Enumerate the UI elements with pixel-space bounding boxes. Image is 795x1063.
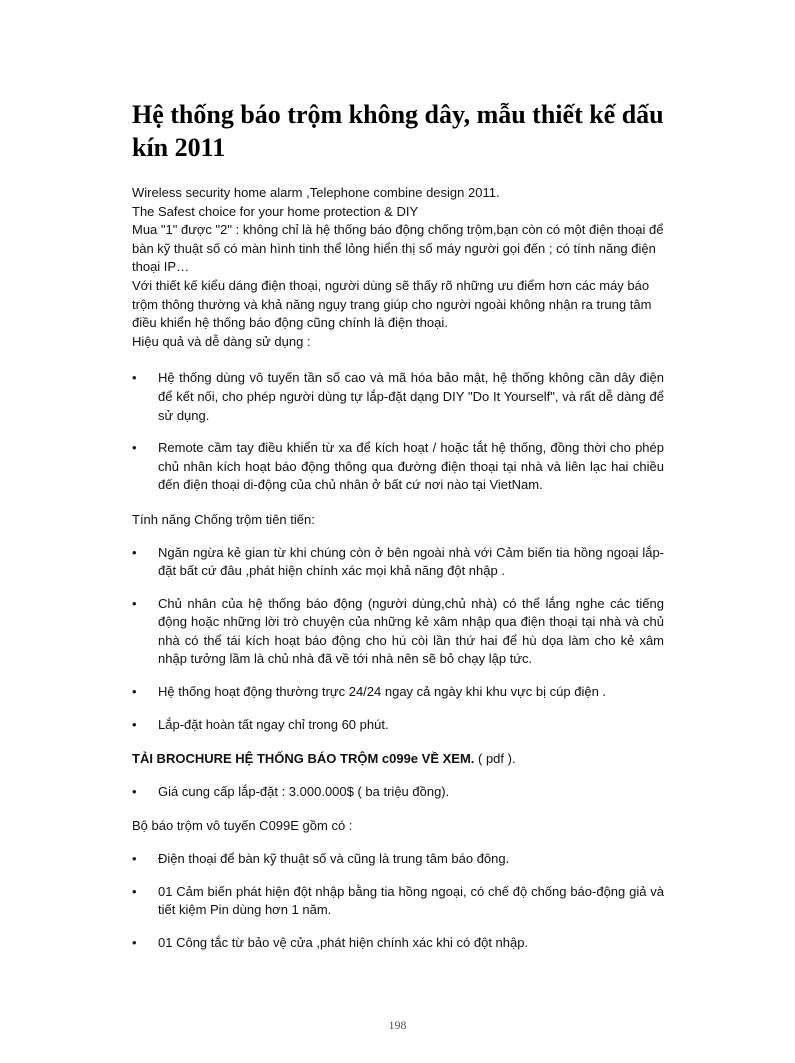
document-page: [132, 98, 664, 952]
brochure-format: ( pdf ).: [474, 751, 516, 767]
brochure-download-link[interactable]: TẢI BROCHURE HỆ THỐNG BÁO TRỘM c099e VỀ XEM.: [132, 751, 475, 767]
bullet-icon: •: [132, 370, 137, 386]
intro-block: [132, 184, 664, 351]
intro-line: The Safest choice for your home protection & DIY: [132, 203, 419, 219]
bullet-icon: •: [132, 595, 137, 611]
list-item-text: Remote cầm tay điều khiển từ xa để kích hoạt / hoặc tắt hệ thống, đồng thời cho phép chủ nhân kích hoạt báo động thông qua đường điện thoại tại nhà và liên lạc hai chiều đến điện thoại di-động của chủ nhân ở bất cứ nơi nào tại VietNam.: [158, 440, 664, 493]
usage-heading: Hiệu quả và dễ dàng sử dụng :: [132, 333, 311, 349]
list-item-text: Chủ nhân của hệ thống báo động (người dùng,chủ nhà) có thể lắng nghe các tiếng động hoặc những lời trò chuyện của những kẻ xâm nhập qua điện thoại tại nhà và chủ nhà có thể tái kích hoạt báo động cho hú còi lần thứ hai để hù dọa làm cho kẻ xâm nhập tưởng lầm là chủ nhà đã về tới nhà nên sẽ bỏ chạy lập tức.: [158, 595, 664, 667]
page-title: Hệ thống báo trộm không dây, mẫu thiết kế dấu kín 2011: [132, 100, 664, 162]
bullet-icon: •: [132, 684, 137, 700]
list-item: [132, 783, 664, 802]
usage-list: [132, 369, 664, 495]
list-item-text: Ngăn ngừa kẻ gian từ khi chúng còn ở bên ngoài nhà với Cảm biến tia hồng ngoại lắp-đặt bất cứ đâu ,phát hiện chính xác mọi khả năng đột nhập .: [158, 544, 664, 579]
list-item: [132, 716, 664, 735]
brochure-line: [132, 750, 664, 769]
bullet-icon: •: [132, 544, 137, 560]
bullet-icon: •: [132, 716, 137, 732]
list-item-text: 01 Cảm biến phát hiện đột nhập bằng tia hồng ngoại, có chế độ chống báo-động giả và tiết kiệm Pin dùng hơn 1 năm.: [158, 883, 664, 918]
list-item: [132, 369, 664, 425]
features-list: [132, 544, 664, 735]
list-item: [132, 544, 664, 581]
list-item: [132, 595, 664, 669]
price-list: [132, 783, 664, 802]
kit-heading: Bộ báo trộm vô tuyến C099E gồm có :: [132, 818, 353, 834]
page-number: 198: [388, 1018, 407, 1032]
list-item-text: Hệ thống hoạt động thường trực 24/24 ngay cả ngày khi khu vực bị cúp điện .: [158, 684, 607, 700]
list-item-text: Giá cung cấp lắp-đặt : 3.000.000$ ( ba triệu đồng).: [158, 783, 450, 799]
bullet-icon: •: [132, 783, 137, 799]
bullet-icon: •: [132, 934, 137, 950]
list-item-text: 01 Công tắc từ bảo vệ cửa ,phát hiện chính xác khi có đột nhập.: [158, 934, 529, 950]
features-heading: Tính năng Chống trộm tiên tiến:: [132, 511, 315, 527]
list-item: [132, 883, 664, 920]
intro-line: Wireless security home alarm ,Telephone combine design 2011.: [132, 185, 500, 200]
list-item: [132, 683, 664, 702]
bullet-icon: •: [132, 440, 137, 456]
list-item-text: Hệ thống dùng vô tuyến tần số cao và mã hóa bảo mật, hệ thống không cần dây điện để kết nối, cho phép người dùng tự lắp-đặt dạng DIY "Do It Yourself", và rất dễ dàng để sử dụng.: [158, 370, 664, 423]
list-item: [132, 934, 664, 953]
bullet-icon: •: [132, 883, 137, 899]
intro-paragraph: Với thiết kế kiểu dáng điện thoại, người dùng sẽ thấy rõ những ưu điểm hơn các máy báo trộm thông thường và khả năng ngụy trang giúp cho người ngoài không nhận ra trung tâm điều khiển hệ thống báo động cũng chính là điện thoại.: [132, 277, 652, 331]
list-item-text: Điện thoại để bàn kỹ thuật số và cũng là trung tâm báo đông.: [158, 851, 510, 867]
kit-list: [132, 850, 664, 952]
list-item-text: Lắp-đặt hoàn tất ngay chỉ trong 60 phút.: [158, 716, 389, 732]
list-item: [132, 850, 664, 869]
intro-paragraph: Mua "1" được "2" : không chỉ là hệ thống báo động chống trộm,bạn còn có một điện thoại để bàn kỹ thuật số có màn hình tinh thể lỏng hiển thị số máy người gọi đến ; có tính năng điện thoại IP…: [132, 222, 664, 275]
bullet-icon: •: [132, 851, 137, 867]
list-item: [132, 439, 664, 495]
